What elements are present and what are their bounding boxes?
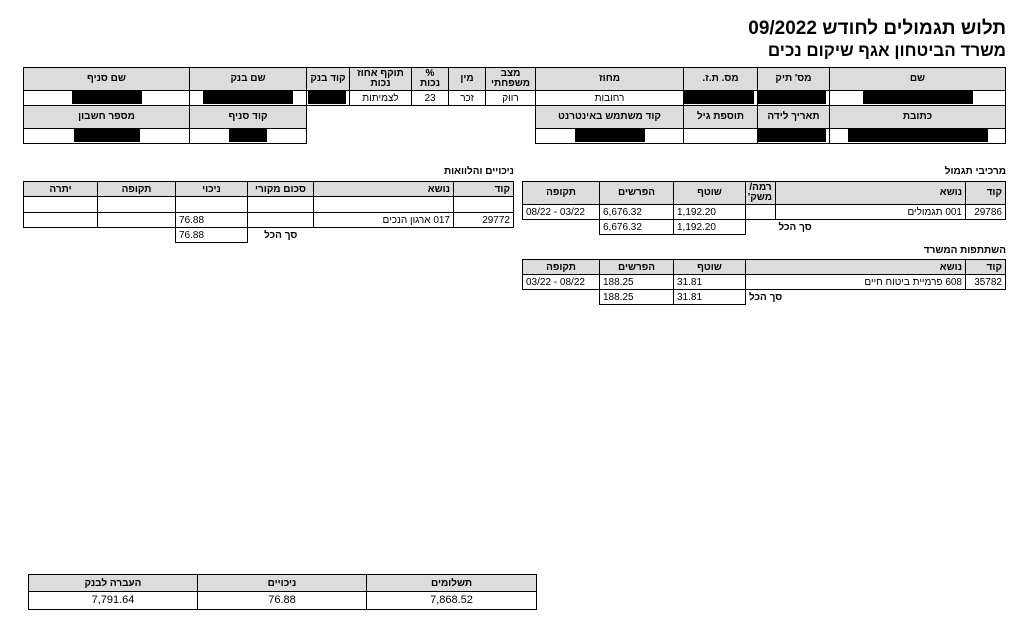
components-total-arrears: 6,676.32	[600, 220, 674, 235]
redaction-block	[74, 129, 140, 142]
personal-values-row	[24, 91, 1006, 106]
components-arrears-header: הפרשים	[600, 182, 674, 205]
deductions-total-label: סך הכל	[264, 229, 298, 241]
page-subtitle: משרד הביטחון אגף שיקום נכים	[767, 41, 1006, 60]
name-value	[830, 91, 1006, 106]
personal-header-row-2	[24, 106, 1006, 129]
family-status-value: רווק	[486, 91, 536, 106]
redaction-block	[575, 129, 645, 142]
office-arrears: 188.25	[600, 275, 674, 290]
summary-table	[28, 574, 537, 610]
components-header-row	[523, 182, 1006, 205]
components-level-header: רמה/ משק'	[746, 182, 776, 205]
components-total-row	[523, 220, 1006, 235]
components-arrears: 6,676.32	[600, 205, 674, 220]
branch-code-value	[190, 129, 307, 144]
name-header: שם	[830, 68, 1006, 91]
bank-code-header: קוד בנק	[307, 68, 350, 91]
deductions-deduction: 76.88	[176, 213, 248, 228]
redaction-block	[848, 129, 988, 142]
id-no-header: מס. ת.ז.	[684, 68, 758, 91]
office-current: 31.81	[674, 275, 746, 290]
table-row	[24, 197, 514, 213]
deductions-total-row	[24, 228, 514, 243]
components-period: 03/22 - 08/22	[523, 205, 600, 220]
office-arrears-header: הפרשים	[600, 260, 674, 275]
office-subject: 608 פרמיית ביטוח חיים	[746, 275, 966, 290]
redaction-block	[684, 91, 754, 104]
address-header: כתובת	[830, 106, 1006, 129]
office-section-title: השתתפות המשרד	[923, 245, 1006, 256]
components-subject-header: נושא	[776, 182, 966, 205]
components-total-current: 1,192.20	[674, 220, 746, 235]
age-supplement-value	[684, 129, 758, 144]
redaction-block	[72, 91, 142, 104]
office-total-label: סך הכל	[746, 290, 966, 305]
summary-deductions-value: 76.88	[198, 592, 367, 610]
bank-code-value	[307, 91, 350, 106]
disability-validity-header: תוקף אחוז נכות	[350, 68, 412, 91]
branch-code-header: קוד סניף	[190, 106, 307, 129]
components-section-title: מרכיבי תגמול	[944, 166, 1006, 177]
components-table	[522, 181, 1006, 235]
table-row	[24, 213, 514, 228]
deductions-period-header: תקופה	[98, 182, 176, 197]
file-no-header: מס' תיק	[758, 68, 830, 91]
redaction-block	[863, 91, 973, 104]
redaction-block	[308, 91, 346, 104]
disability-pct-header: % נכות	[412, 68, 449, 91]
deductions-code-header: קוד	[454, 182, 514, 197]
account-no-header: מספר חשבון	[24, 106, 190, 129]
gender-header: מין	[449, 68, 486, 91]
table-row	[523, 205, 1006, 220]
deductions-period	[98, 213, 176, 228]
disability-validity-value: לצמיתות	[350, 91, 412, 106]
deductions-subject: 017 ארגון הנכים	[314, 213, 454, 228]
deductions-section-title: ניכויים והלוואות	[443, 166, 514, 177]
components-current-header: שוטף	[674, 182, 746, 205]
office-header-row	[523, 260, 1006, 275]
office-total-row	[523, 290, 1006, 305]
bank-name-value	[190, 91, 307, 106]
summary-payments-value: 7,868.52	[367, 592, 537, 610]
personal-header-row	[24, 68, 1006, 91]
deductions-subject-header: נושא	[314, 182, 454, 197]
deductions-balance-header: יתרה	[24, 182, 98, 197]
file-no-value	[758, 91, 830, 106]
table-row	[523, 275, 1006, 290]
office-table	[522, 259, 1006, 305]
summary-deductions-header: ניכויים	[198, 575, 367, 592]
components-current: 1,192.20	[674, 205, 746, 220]
components-total-label: סך הכל	[778, 221, 812, 233]
personal-values-row-2	[24, 129, 1006, 144]
office-code: 35782	[966, 275, 1006, 290]
branch-name-value	[24, 91, 190, 106]
birth-date-value	[758, 129, 830, 144]
district-value: רחובות	[536, 91, 684, 106]
redaction-block	[758, 129, 826, 142]
summary-header-row	[29, 575, 537, 592]
office-code-header: קוד	[966, 260, 1006, 275]
summary-payments-header: תשלומים	[367, 575, 537, 592]
deductions-total: 76.88	[176, 228, 248, 243]
deductions-original	[248, 213, 314, 228]
office-current-header: שוטף	[674, 260, 746, 275]
internet-user-code-value	[536, 129, 684, 144]
district-header: מחוז	[536, 68, 684, 91]
account-no-value	[24, 129, 190, 144]
disability-pct-value: 23	[412, 91, 449, 106]
address-value	[830, 129, 1006, 144]
branch-name-header: שם סניף	[24, 68, 190, 91]
components-code: 29786	[966, 205, 1006, 220]
deductions-deduction-header: ניכוי	[176, 182, 248, 197]
redaction-block	[229, 129, 267, 142]
personal-details-table	[23, 67, 1006, 144]
components-period-header: תקופה	[523, 182, 600, 205]
id-no-value	[684, 91, 758, 106]
birth-date-header: תאריך לידה	[758, 106, 830, 129]
age-supplement-header: תוספת גיל	[684, 106, 758, 129]
gender-value: זכר	[449, 91, 486, 106]
office-total-arrears: 188.25	[600, 290, 674, 305]
components-level	[746, 205, 776, 220]
deductions-table	[23, 181, 514, 243]
redaction-block	[203, 91, 293, 104]
summary-transfer-value: 7,791.64	[29, 592, 198, 610]
deductions-header-row	[24, 182, 514, 197]
deductions-original-header: סכום מקורי	[248, 182, 314, 197]
office-subject-header: נושא	[746, 260, 966, 275]
office-period-header: תקופה	[523, 260, 600, 275]
components-code-header: קוד	[966, 182, 1006, 205]
family-status-header: מצב משפחתי	[486, 68, 536, 91]
deductions-code: 29772	[454, 213, 514, 228]
summary-values-row	[29, 592, 537, 610]
internet-user-code-header: קוד משתמש באינטרנט	[536, 106, 684, 129]
summary-transfer-header: העברה לבנק	[29, 575, 198, 592]
office-period: 08/22 - 03/22	[523, 275, 600, 290]
office-total-current: 31.81	[674, 290, 746, 305]
redaction-block	[758, 91, 826, 104]
components-subject: 001 תגמולים	[776, 205, 966, 220]
deductions-balance	[24, 213, 98, 228]
bank-name-header: שם בנק	[190, 68, 307, 91]
page-title: תלוש תגמולים לחודש 09/2022	[748, 18, 1006, 39]
